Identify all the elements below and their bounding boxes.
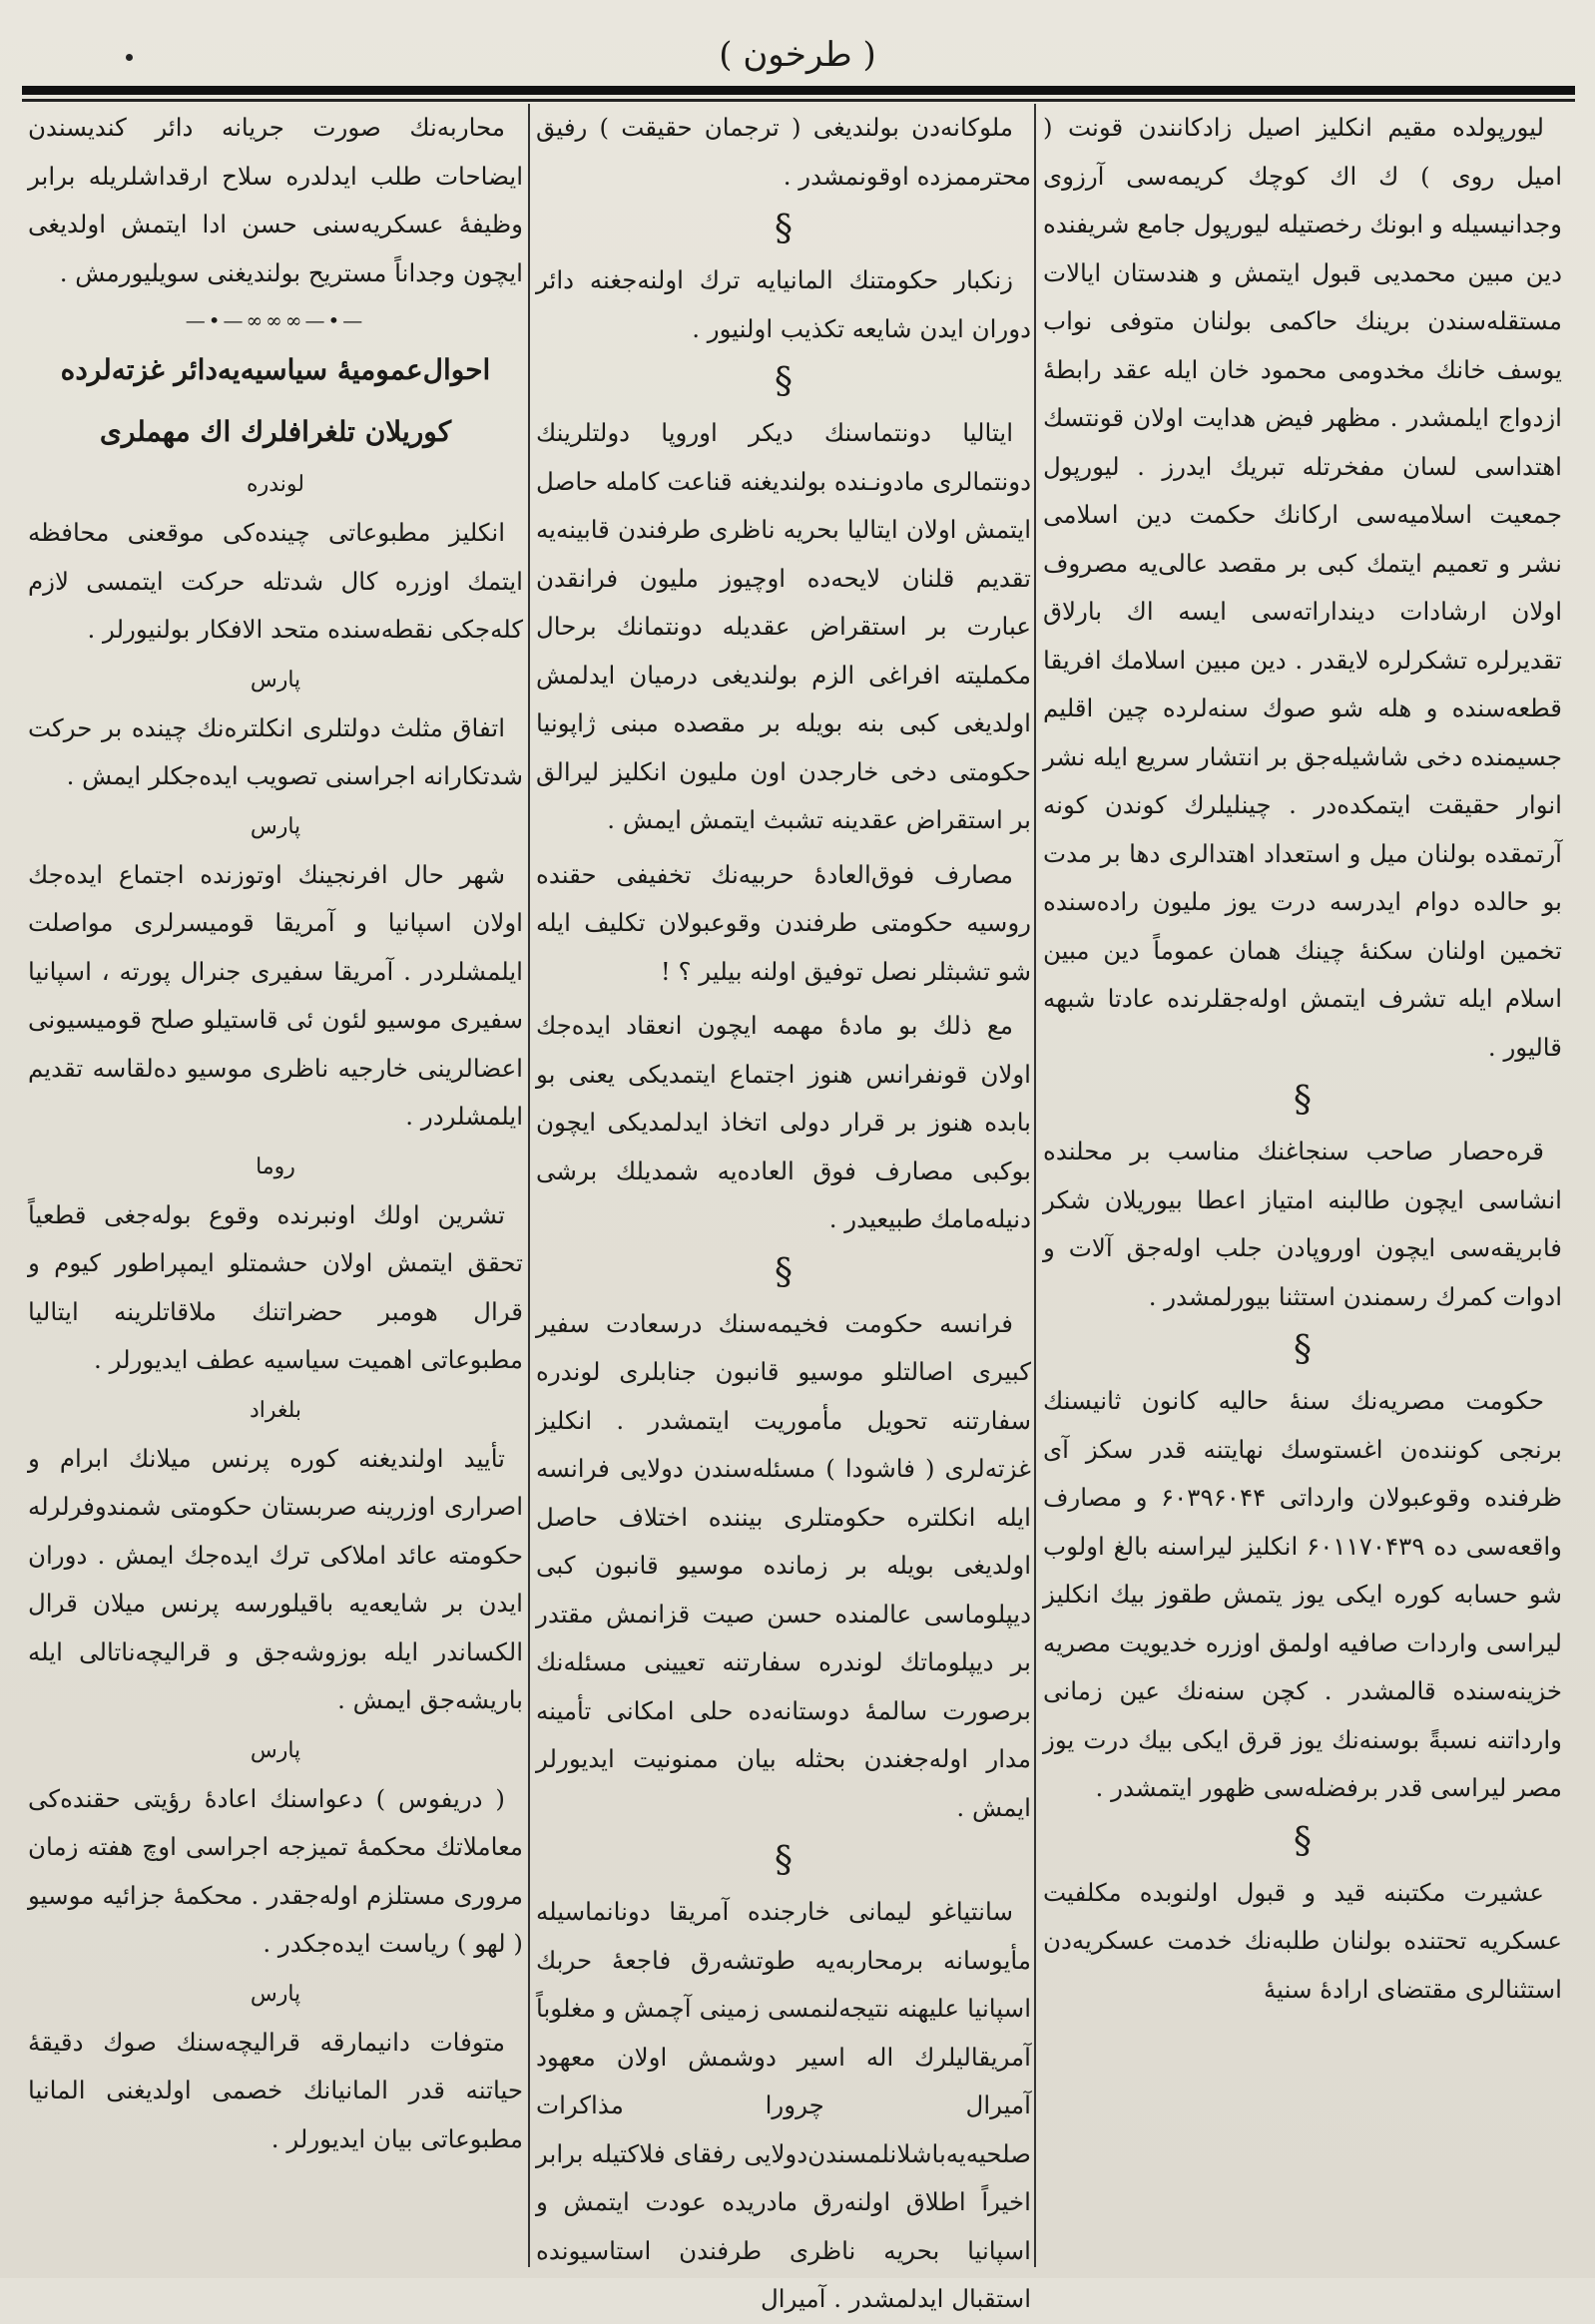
column-middle bbox=[536, 104, 1031, 2313]
article-paragraph: لیورپولده مقیم انکلیز اصیل زادکانندن قونت ( امیل روی ) ك اك كوچك كریمه‌سی آرزوی وجدانیسیله و ابونك رخصتیله لیورپول جامع شریفنده دین مبین محمدیی قبول ایتمش و هندستان ایالات مستقله‌سندن برینك حاکمی بولنان متوفی نواب یوسف خانك مخدومی محمود خان ایله عقد رابطهٔ ازدواج ایلمشدر . مظهر فیض هدایت اولان قونتسك اهتداسی لسان مفخرتله تبریك ایدرز . لیورپول جمعیت اسلامیه‌سی ارکانك حکمت دین اسلامی نشر و تعمیم ایتمك كبی بر مقصد عالی‌یه مصروف اولان ارشادات دینداراته‌سی ایسه اك بارلاق تقدیرلره تشکرلره لایقدر . دین مبین اسلامك افریقا قطعه‌سنده و هله شو صوك سنه‌لرده چین اقلیم جسیمنده دخی شاشیله‌جق بر انتشار سریع ایله نشر انوار حقیقت ایتمكده‌در . چینلیلرك کوندن کونه آرتمقده بولنان میل و استعداد اهتدالری دها بر مدت بو حالده دوام ایدرسه درت یوز ملیون راده‌سنده تخمین اولنان سکنهٔ چینك همان عموماً دین مبین اسلام ایله تشرف ایتمش اوله‌جقلرنده عادتا شبهه قالیور . bbox=[1043, 113, 1562, 1062]
telegram-paragraph: انکلیز مطبوعاتی چینده‌کی موقعنی محافظه ایتمك اوزره کال شدتله حرکت ایتمسی لازم کله‌جکی نقطه‌سنده متحد الافکار بولنیورلر . bbox=[28, 518, 523, 644]
article-paragraph: زنکبار حکومتنك المانیایه ترك اولنه‌جغنه دائر دوران ایدن شایعه تکذیب اولنیور . bbox=[536, 265, 1031, 343]
dateline-city: پارس bbox=[250, 1737, 301, 1763]
section-mark: § bbox=[775, 361, 793, 402]
article-paragraph: مصارف فوق‌العادهٔ حربیه‌نك تخفیفی حقنده روسیه حکومتی طرفندن وقوعبولان تکلیف ایله شو تشبثلر نصل توفیق اولنه بیلیر ؟ ! bbox=[536, 859, 1031, 986]
column-left bbox=[28, 104, 523, 2267]
article-paragraph: حکومت مصریه‌نك سنهٔ حالیه کانون ثانیسنك برنجی کوننده‌ن اغستوسك نهایتنه قدر سکز آی ظرفنده وقوعبولان وارداتی ۶۰۳۹۶۰۴۴ و مصارف واقعه‌سی ده ۶۰۱۱۷۰۴۳۹ انکلیز لیراسنه بالغ اولوب شو حسابه کوره ایکی یوز یتمش طقوز بیك انکلیز لیراسی واردات صافیه اولمق اوزره خدیویت مصریه خزینه‌سنده قالمشدر . کچن سنه‌نك عین زمانی وارداتنه نسبةً بوسنه‌نك یوز قرق ایكی بیك درت یوز مصر لیراسی قدر برفضله‌سی ظهور ایتمشدر . bbox=[1043, 1386, 1562, 1802]
article-paragraph: ایتالیا دونتماسنك دیکر اوروپا دولتلرینك دونتمالری مادونـنده بولندیغنه قناعت کامله حاصل ایتمش اولان ایتالیا بحریه ناظری طرفندن قابینه‌یه تقدیم قلنان لایحه‌ده اوچیوز ملیون فرانقدن عبارت بر استقراض عقدیله دونتمانك برحال مکملیته افراغی الزم بولندیغی درمیان ایدلمش اولدیغی کبی بنه بویله بر مقصده مبنی ژاپونیا حکومتی دخی خارجدن اون ملیون انکلیز لیرالق بر استقراض عقدینه تشبث ایتمش ایمش . bbox=[536, 418, 1031, 834]
header-rule-thin bbox=[22, 99, 1575, 102]
section-mark: § bbox=[775, 209, 793, 249]
telegram-paragraph: شهر حال افرنجینك اوتوزنده اجتماع ایده‌جك اولان اسپانیا و آمریقا قومیسرلری مواصلت ایلمشلردر . آمریقا سفیری جنرال پورته ، اسپانیا سفیری موسیو لئون ئی قاستیلو صلح قومیسیونی اعضالرینی خارجیه ناظری موسیو ده‌لقاسه تقدیم ایلمشلردر . bbox=[28, 859, 523, 1131]
dateline-city: پارس bbox=[250, 667, 301, 693]
article-paragraph: قره‌حصار صاحب سنجاغنك مناسب بر محلنده انشاسی ایچون طالبنه امتیاز اعطا بیوریلان شکر فابریقه‌سی ایچون اوروپادن جلب اوله‌جق آلات و ادوات کمرك رسمندن استثنا بیورلمشدر . bbox=[1043, 1137, 1562, 1311]
section-heading: کوریلان تلغرافلرك اك مهملری bbox=[99, 415, 452, 448]
section-mark: § bbox=[775, 1840, 793, 1881]
article-paragraph: عشیرت مکتبنه قید و قبول اولنوبده مکلفیت عسکریه تحتنده بولنان طلبه‌نك خدمت عسکریه‌دن استثنالری مقتضای ارادهٔ سنیهٔ bbox=[1043, 1877, 1562, 2004]
article-paragraph: ملوکانه‌دن بولندیغی ( ترجمان حقیقت ) رفیق محترممزده اوقونمشدر . bbox=[536, 113, 1031, 191]
ornament-divider: —•—∞∞∞—•— bbox=[185, 308, 366, 332]
section-mark: § bbox=[1294, 1080, 1312, 1121]
page-dot bbox=[126, 54, 133, 61]
article-paragraph: فرانسه حکومت فخیمه‌سنك درسعادت سفیر کبیری اصالتلو موسیو قانبون جنابلری لوندره سفارتنه تحویل مأموریت ایتمشدر . انکلیز غزته‌لری ( فاشودا ) مسئله‌سندن دولایی فرانسه ایله انکلتره حکومتلری بیننده اختلاف حاصل اولدیغی بویله بر زمانده موسیو قانبون کبی دیپلوماسی عالمنده حسن صیت قزانمش مقتدر بر دیپلوماتك لوندره سفارتنه تعیینی مسئله‌نك برصورت سالمهٔ دوستانه‌ده حلی امکانی تأمینه مدار اوله‌جغندن بحثله بیان ممنونیت ایدیورلر ایمش . bbox=[536, 1308, 1031, 1822]
dateline-city: روما bbox=[256, 1154, 295, 1179]
section-mark: § bbox=[1294, 1820, 1312, 1862]
telegram-paragraph: تشرین اولك اونبرنده وقوع بوله‌جغی قطعیاً تحقق ایتمش اولان حشمتلو ایمپراطور کیوم و قرال هومبر حضراتنك ملاقاتلرینه ایتالیا مطبوعاتی اهمیت سیاسیه عطف ایدیورلر . bbox=[28, 1199, 523, 1374]
article-paragraph: مع ذلك بو مادهٔ مهمه ایچون انعقاد ایده‌جك اولان قونفرانس هنوز اجتماع ایتمدیکی یعنی بو بابده هنوز بر قرار دولی اتخاذ ایدلمدیکی ایچون بوکبی مصارف فوق العاده‌یه شمدیلك برشی دنیله‌مامك طبیعیدر . bbox=[536, 1011, 1031, 1233]
section-mark: § bbox=[1294, 1329, 1312, 1370]
telegram-paragraph: اتفاق مثلث دولتلری انکلتره‌نك چینده بر حرکت شدتکارانه اجراسنی تصویب ایده‌جکلر ایمش . bbox=[28, 712, 523, 790]
column-right bbox=[1043, 104, 1562, 2267]
column-divider-left bbox=[528, 104, 530, 2267]
telegram-paragraph: ( دریفوس ) دعواسنك اعادهٔ رؤیتی حقنده‌کی معاملاتك محکمهٔ تمیزجه اجراسی اوچ هفته زمان مروری مستلزم اوله‌جقدر . محکمهٔ جزائیه موسیو ( لهو ) ریاست ایده‌جکدر . bbox=[28, 1783, 523, 1958]
telegram-paragraph: متوفات دانیمارقه قرالیچه‌سنك صوك دقیقهٔ حیاتنه قدر المانیانك خصمی اولدیغنی المانیا مطبوعاتی بیان ایدیورلر . bbox=[28, 2027, 523, 2153]
article-paragraph: محاربه‌نك صورت جریانه دائر کندیسندن ایضاحات طلب ایدلدره سلاح ارقداشلریله برابر وظیفهٔ عسکریه‌سنی حسن ادا ایتمش اولدیغی ایچون وجداناً مستریح بولندیغنی سویلیورمش . bbox=[28, 113, 523, 287]
dateline-city: پارس bbox=[250, 1981, 301, 2007]
section-heading: احوال‌عمومیهٔ سیاسیه‌یه‌دائر غزته‌لرده bbox=[60, 353, 491, 386]
section-mark: § bbox=[775, 1251, 793, 1293]
telegram-paragraph: تأیید اولندیغنه کوره پرنس میلانك ابرام و اصراری اوزرینه صربستان حکومتی شمندوفرلرله حکومته عائد املاکی ترك ایده‌جك ایمش . دوران ایدن بر شایعه‌یه باقیلورسه پرنس میلان قرال الکساندر ایله بوزوشه‌جق و قرالیچه‌ناتالی ایله باریشه‌جق ایمش . bbox=[28, 1443, 523, 1714]
dateline-city: بلغراد bbox=[249, 1397, 302, 1423]
page-header: ( طرخون ) bbox=[719, 35, 876, 75]
column-divider-right bbox=[1034, 104, 1036, 2267]
article-paragraph: سانتیاغو لیمانی خارجنده آمریقا دونانماسیله مأیوسانه برمحاربه‌یه طوتشه‌رق فاجعهٔ حربك اسپانیا علیهنه نتیجه‌لنمسی زمینی آچمش و مغلوباً آمریقالیلرك اله اسیر دوشمش اولان معهود آمیرال چرورا مذاکرات صلحیه‌یه‌باشلانلمسندن‌دولایی رفقای فلاکتیله برابر اخیراً اطلاق اولنه‌رق مادریده عودت ایتمش و اسپانیا بحریه ناظری طرفندن استاسیونده استقبال ایدلمشدر . آمیرال bbox=[536, 1897, 1031, 2313]
dateline-city: پارس bbox=[250, 813, 301, 839]
header-rule-thick bbox=[22, 86, 1575, 95]
dateline-city: لوندره bbox=[247, 472, 304, 497]
